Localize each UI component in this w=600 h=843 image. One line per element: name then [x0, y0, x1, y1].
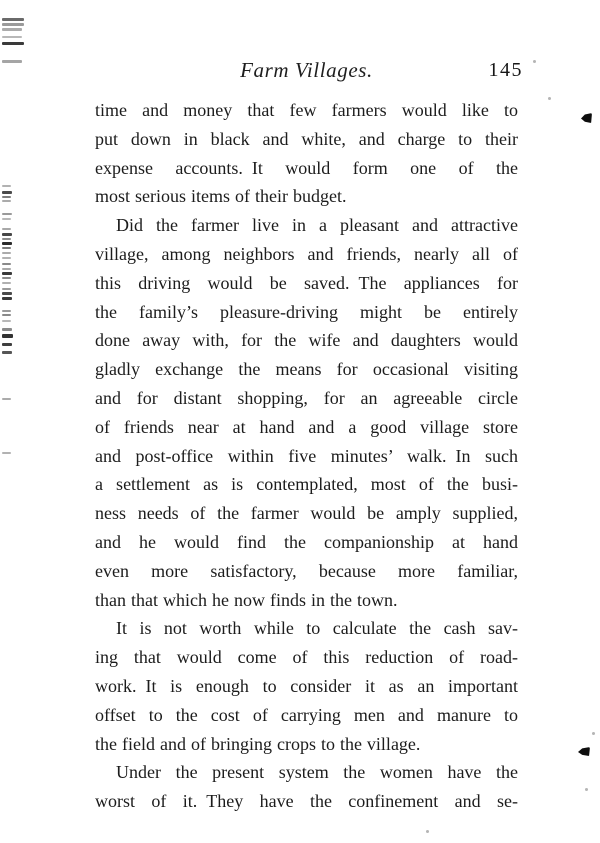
- text-line: and post-office within five minutes’ walk. In such: [95, 445, 518, 466]
- page-edge-dash-artifact: [2, 42, 24, 45]
- page-edge-dash-artifact: [2, 247, 11, 249]
- page-edge-dash-artifact: [2, 334, 13, 338]
- scan-speck-artifact: [592, 732, 595, 735]
- page-edge-dash-artifact: [2, 238, 11, 240]
- page-edge-dash-artifact: [2, 351, 12, 354]
- text-line: time and money that few farmers would like to: [95, 100, 518, 120]
- page-edge-dash-artifact: [2, 272, 12, 275]
- page-edge-dash-artifact: [2, 257, 11, 259]
- page-edge-dash-artifact: [2, 310, 11, 312]
- page-edge-dash-artifact: [2, 343, 12, 346]
- text-line: this driving would be saved. The appliances for: [95, 272, 518, 293]
- page-edge-dash-artifact: [2, 277, 11, 279]
- text-line: expense accounts. It would form one of the: [95, 157, 518, 178]
- page-edge-dash-artifact: [2, 36, 22, 38]
- text-line: a settlement as is contemplated, most of the busi-: [95, 474, 518, 495]
- text-line: put down in black and white, and charge to their: [95, 128, 518, 149]
- text-line: than that which he now finds in the town.: [95, 589, 398, 610]
- page-edge-dash-artifact: [2, 213, 12, 215]
- text-line: gladly exchange the means for occasional visiting: [95, 359, 518, 380]
- scan-speck-artifact: [585, 788, 588, 791]
- running-title: Farm Villages.: [240, 58, 373, 82]
- text-line: the family’s pleasure-driving might be entirely: [95, 301, 518, 322]
- page-edge-dash-artifact: [2, 288, 11, 290]
- text-line: ness needs of the farmer would be amply supplied,: [95, 503, 518, 524]
- page-edge-dash-artifact: [2, 185, 11, 187]
- page-edge-dash-artifact: [2, 23, 24, 26]
- page-edge-dash-artifact: [2, 452, 11, 454]
- text-line: worst of it. They have the confinement and se-: [95, 791, 518, 812]
- scan-speck-artifact: [533, 60, 536, 63]
- page-edge-dash-artifact: [2, 218, 11, 220]
- page-edge-dash-artifact: [2, 28, 22, 31]
- page-edge-dash-artifact: [2, 60, 22, 63]
- text-line: work. It is enough to consider it as an important: [95, 675, 518, 696]
- scan-speck-artifact: [426, 830, 429, 833]
- page-edge-dash-artifact: [2, 18, 24, 21]
- page-edge-dash-artifact: [2, 263, 11, 265]
- page-edge-dash-artifact: [2, 228, 11, 230]
- page-edge-dash-artifact: [2, 297, 12, 300]
- page-edge-dash-artifact: [2, 314, 11, 316]
- text-line: of friends near at hand and a good village store: [95, 416, 518, 437]
- ink-blot-artifact: [581, 113, 592, 123]
- page-edge-dash-artifact: [2, 200, 11, 202]
- page-number: 145: [488, 59, 523, 81]
- page-edge-dash-artifact: [2, 242, 12, 245]
- text-line: even more satisfactory, because more familiar,: [95, 560, 518, 581]
- text-line: done away with, for the wife and daughters would: [95, 330, 518, 351]
- text-line: village, among neighbors and friends, nearly all of: [95, 243, 518, 264]
- page-edge-dash-artifact: [2, 320, 11, 322]
- text-line: It is not worth while to calculate the cash sav-: [116, 618, 518, 639]
- page-edge-dash-artifact: [2, 252, 11, 254]
- page-edge-dash-artifact: [2, 233, 12, 236]
- body-text-block: [95, 96, 518, 816]
- text-line: ing that would come of this reduction of road-: [95, 647, 518, 668]
- text-line: offset to the cost of carrying men and manure to: [95, 704, 518, 725]
- page-edge-dash-artifact: [2, 398, 11, 400]
- page-edge-dash-artifact: [2, 268, 11, 270]
- text-line: the field and of bringing crops to the village.: [95, 733, 421, 754]
- text-line: most serious items of their budget.: [95, 186, 347, 207]
- text-line: and for distant shopping, for an agreeable circle: [95, 387, 518, 408]
- page-edge-dash-artifact: [2, 328, 12, 331]
- page-edge-dash-artifact: [2, 282, 11, 284]
- ink-blot-artifact: [578, 747, 590, 756]
- page-edge-dash-artifact: [2, 196, 11, 198]
- text-line: Under the present system the women have the: [116, 762, 518, 783]
- text-line: and he would find the companionship at hand: [95, 531, 518, 552]
- page-header: [95, 58, 523, 86]
- text-line: Did the farmer live in a pleasant and attractive: [116, 215, 518, 236]
- scan-speck-artifact: [548, 97, 551, 100]
- page-edge-dash-artifact: [2, 292, 12, 295]
- page-edge-dash-artifact: [2, 191, 12, 194]
